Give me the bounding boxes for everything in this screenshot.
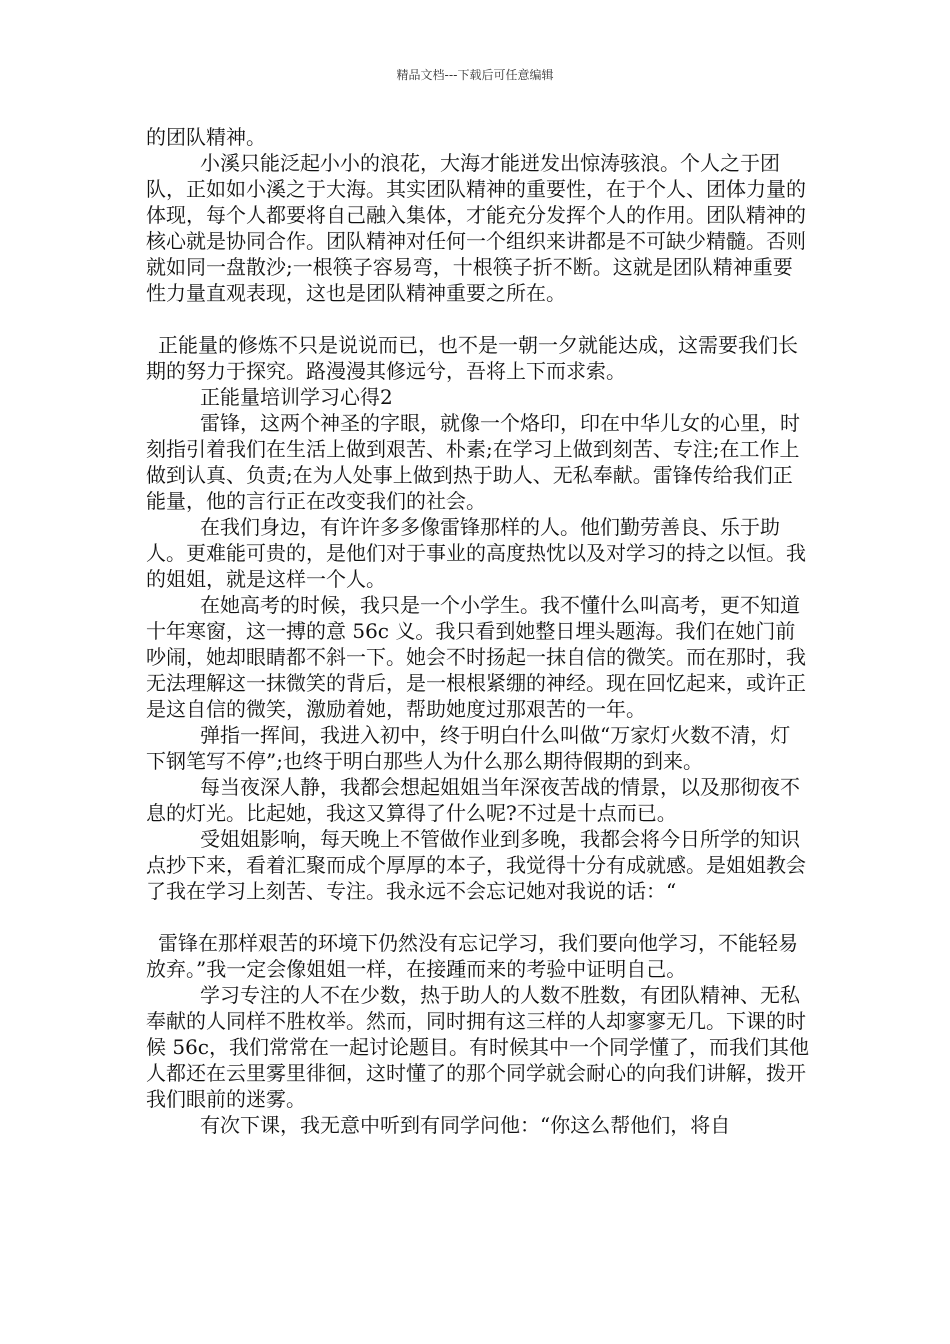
- paragraph-2: 小溪只能泛起小小的浪花，大海才能迸发出惊涛骇浪。个人之于团队，正如如小溪之于大海。其实团队精神的重要性，在于个人、团体力量的体现，每个人都要将自己融入集体，才能充分发挥个人的作用。团队精神的核心就是协同合作。团队精神对任何一个组织来讲都是不可缺少精髓。否则就如同一盘散沙;一根筷子容易弯，十根筷子折不断。这就是团队精神重要性力量直观表现，这也是团队精神重要之所在。: [146, 151, 806, 305]
- paragraph-6: 在她高考的时候，我只是一个小学生。我不懂什么叫高考，更不知道十年寒窗，这一搏的意 56c 义。我只看到她整日埋头题海。我们在她门前吵闹，她却眼睛都不斜一下。她会不时扬起一抹自信的微笑。而在那时，我无法理解这一抹微笑的背后，是一根根紧绷的神经。现在回忆起来，或许正是这自信的微笑，激励着她，帮助她度过那艰苦的一年。: [146, 593, 806, 721]
- paragraph-1: 的团队精神。: [146, 125, 266, 149]
- blank-line: [146, 306, 810, 332]
- paragraph-9: 受姐姐影响，每天晚上不管做作业到多晚，我都会将今日所学的知识点抄下来，看着汇聚而成个厚厚的本子，我觉得十分有成就感。是姐姐教会了我在学习上刻苦、专注。我永远不会忘记她对我说的话：“: [146, 827, 806, 903]
- paragraph-3: 正能量的修炼不只是说说而已，也不是一朝一夕就能达成，这需要我们长期的努力于探究。路漫漫其修远兮，吾将上下而求索。: [146, 333, 798, 383]
- paragraph-10: 雷锋在那样艰苦的环境下仍然没有忘记学习，我们要向他学习，不能轻易放弃。”我一定会像姐姐一样，在接踵而来的考验中证明自己。: [146, 931, 798, 981]
- paragraph-11: 学习专注的人不在少数，热于助人的人数不胜数，有团队精神、无私奉献的人同样不胜枚举。然而，同时拥有这三样的人却寥寥无几。下课的时候 56c，我们常常在一起讨论题目。有时候其中一个同学懂了，而我们其他人都还在云里雾里徘徊，这时懂了的那个同学就会耐心的向我们讲解，拨开我们眼前的迷雾。: [146, 983, 810, 1111]
- paragraph-5: 在我们身边，有许许多多像雷锋那样的人。他们勤劳善良、乐于助人。更难能可贵的，是他们对于事业的高度热忱以及对学习的持之以恒。我的姐姐，就是这样一个人。: [146, 515, 806, 591]
- paragraph-4: 雷锋，这两个神圣的字眼，就像一个烙印，印在中华儿女的心里，时刻指引着我们在生活上做到艰苦、朴素;在学习上做到刻苦、专注;在工作上做到认真、负责;在为人处事上做到热于助人、无私奉献。雷锋传给我们正能量，他的言行正在改变我们的社会。: [146, 411, 800, 513]
- document-body: [146, 124, 810, 1138]
- paragraph-12: 有次下课，我无意中听到有同学问他：“你这么帮他们，将自: [200, 1113, 731, 1137]
- paragraph-8: 每当夜深人静，我都会想起姐姐当年深夜苦战的情景，以及那彻夜不息的灯光。比起她，我这又算得了什么呢?不过是十点而已。: [146, 775, 800, 825]
- page-header: 精品文档---下载后可任意编辑: [396, 68, 554, 82]
- paragraph-7: 弹指一挥间，我进入初中，终于明白什么叫做“万家灯火数不清，灯下钢笔写不停”;也终于明白那些人为什么那么期待假期的到来。: [146, 723, 791, 773]
- blank-line: [146, 904, 810, 930]
- section-title: 正能量培训学习心得2: [200, 385, 393, 409]
